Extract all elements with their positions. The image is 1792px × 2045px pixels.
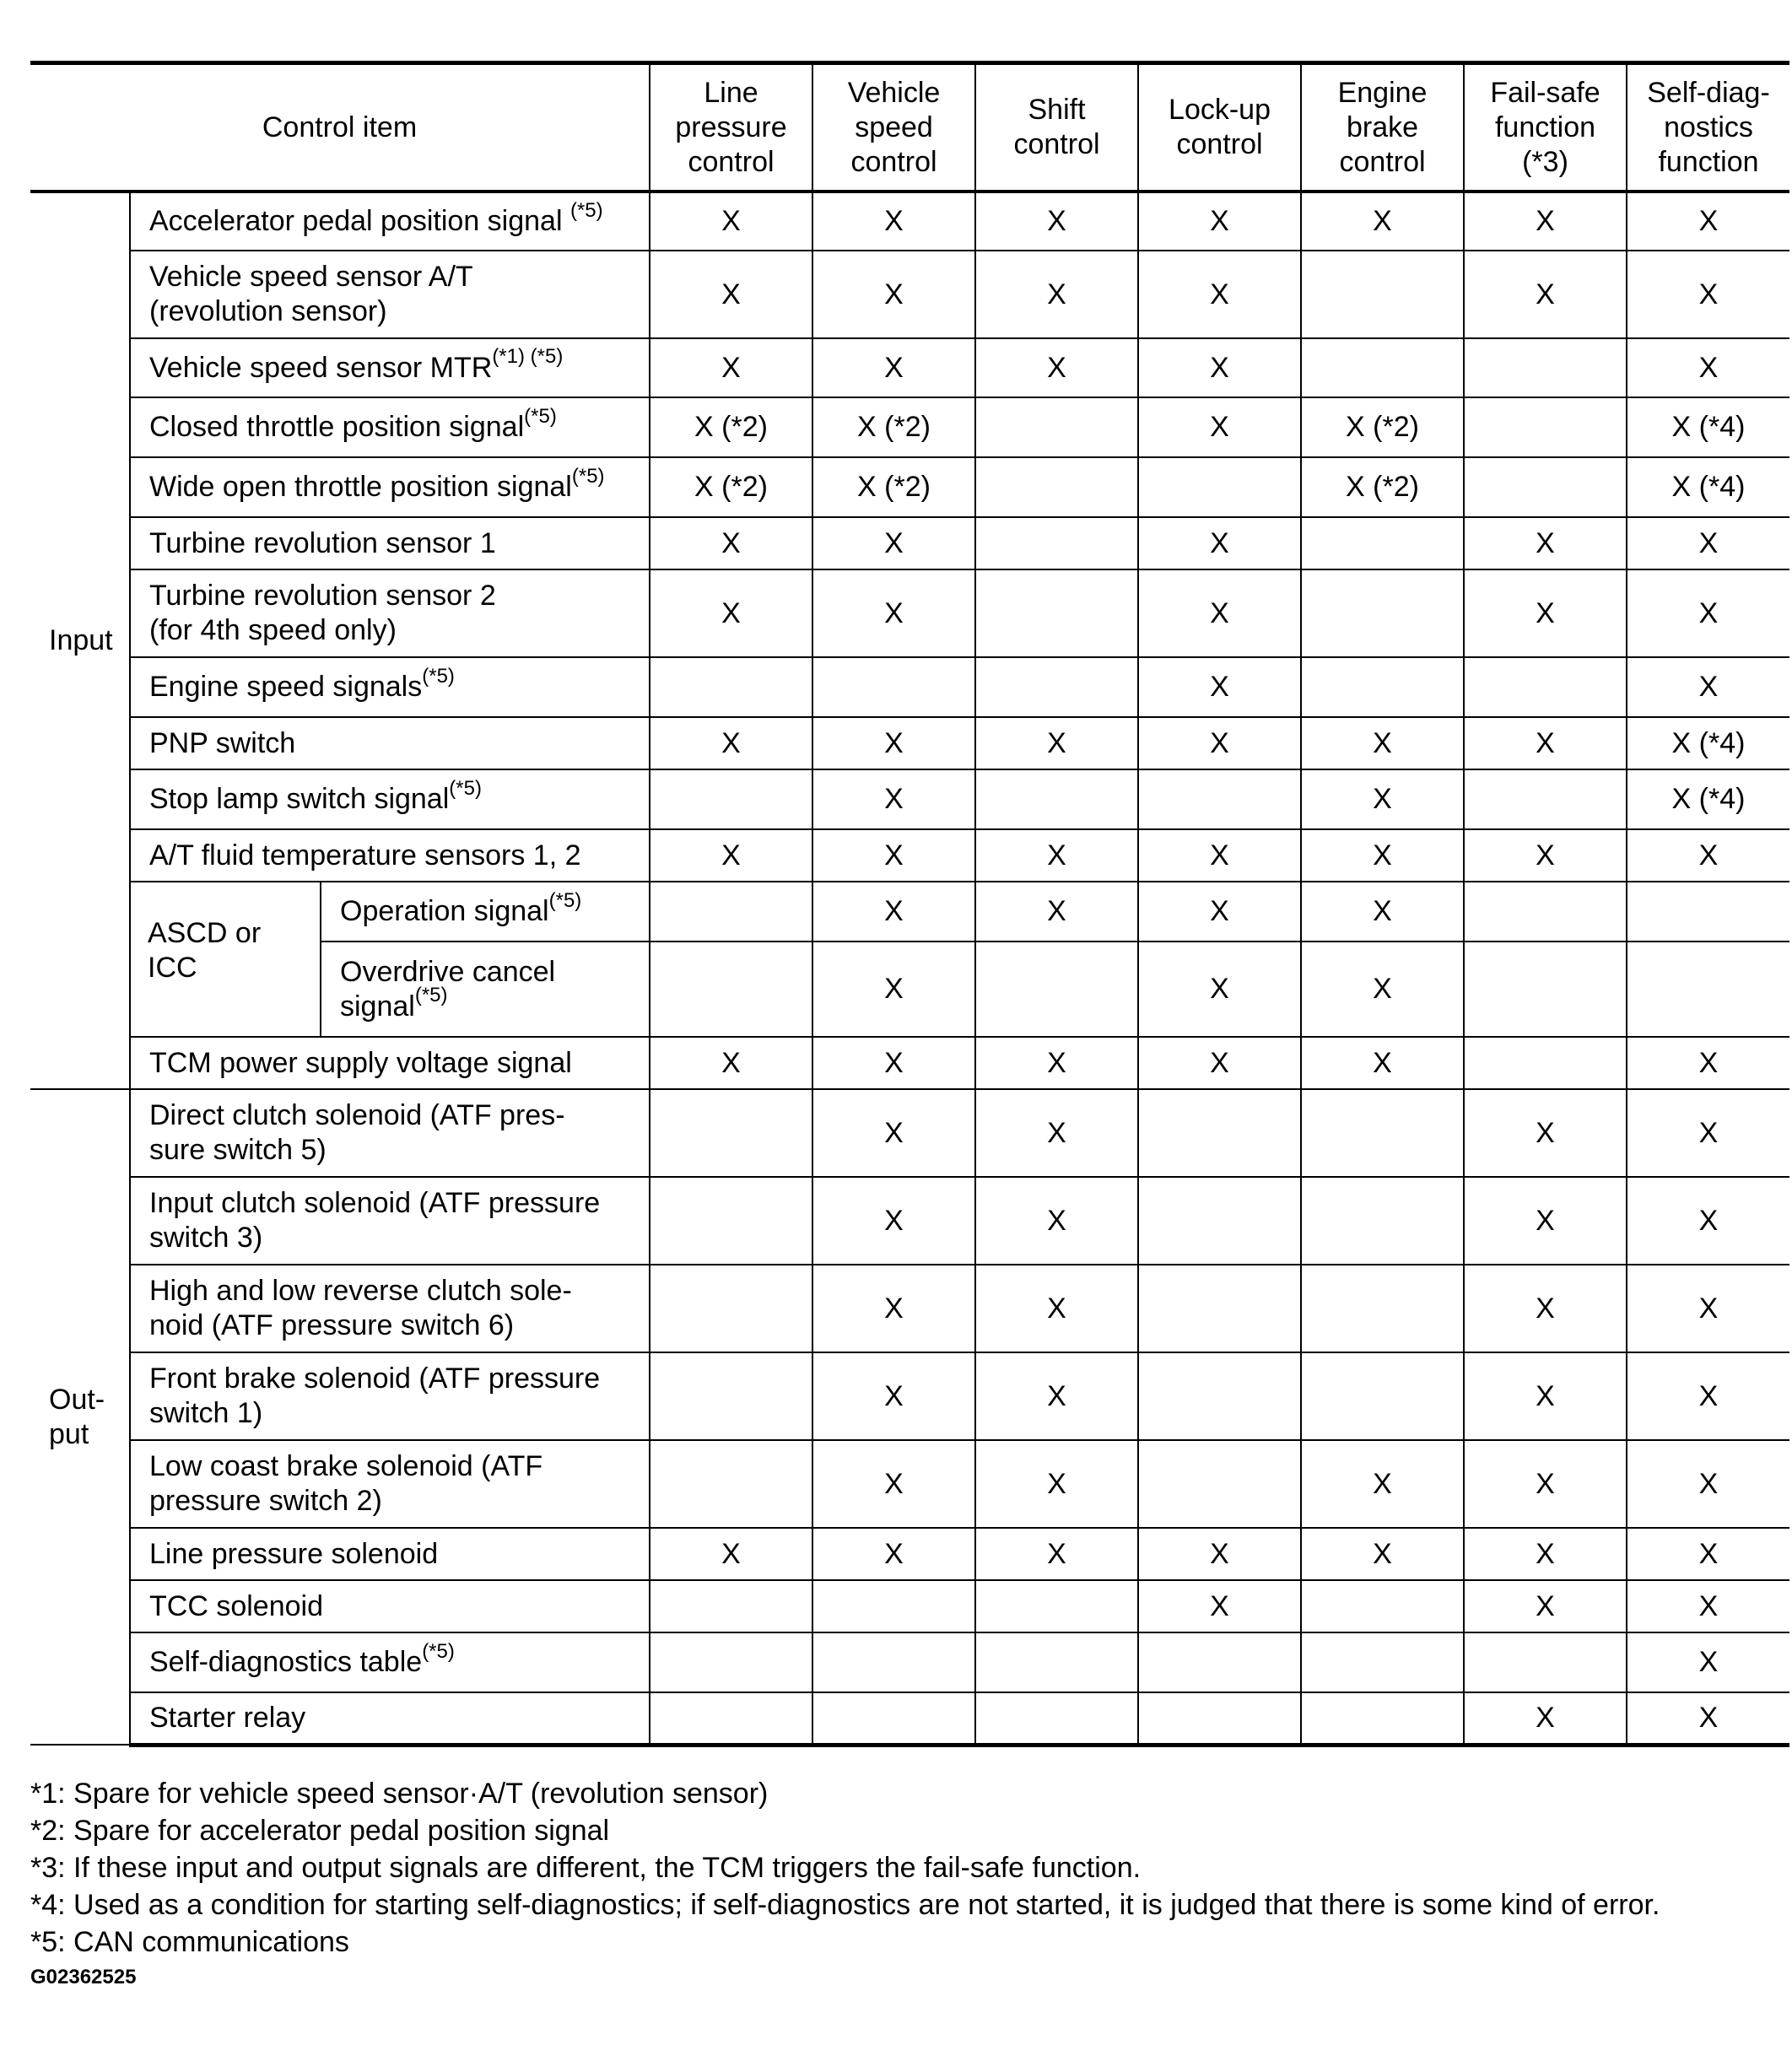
- mark-cell: X: [975, 192, 1138, 251]
- mark-cell: [975, 1632, 1138, 1692]
- label-line: Line pressure solenoid: [149, 1537, 439, 1570]
- mark-cell: [812, 1632, 975, 1692]
- mark-cell: X: [1138, 569, 1301, 657]
- table-row: [30, 1632, 1789, 1692]
- label-line: switch 1): [149, 1397, 263, 1429]
- mark-cell: X: [1138, 882, 1301, 942]
- table-row: [30, 1528, 1789, 1580]
- table-row: [30, 251, 1789, 338]
- mark-cell: X: [650, 192, 812, 251]
- section-label-input: [30, 192, 130, 1089]
- header-row: [30, 63, 1789, 192]
- mark-cell: X (*4): [1627, 457, 1789, 517]
- mark-cell: X: [812, 717, 975, 769]
- mark-cell: X: [1627, 1352, 1789, 1440]
- mark-cell: X: [975, 338, 1138, 397]
- control-item-label: [130, 457, 650, 517]
- mark-cell: X: [1138, 338, 1301, 397]
- mark-cell: X: [1138, 1528, 1301, 1580]
- table-row: [30, 769, 1789, 829]
- control-item-header: Control item: [30, 63, 650, 192]
- mark-cell: X: [1464, 569, 1627, 657]
- mark-cell: X: [1138, 1580, 1301, 1632]
- column-header-self-diagnostics: Self-diag- nostics function: [1627, 63, 1789, 192]
- mark-cell: X: [1301, 882, 1464, 942]
- mark-cell: X: [1138, 251, 1301, 338]
- mark-cell: X: [1464, 1177, 1627, 1265]
- table-row: [30, 1037, 1789, 1089]
- mark-cell: X: [812, 1352, 975, 1440]
- label-line: Direct clutch solenoid (ATF pres-: [149, 1099, 565, 1131]
- control-item-label: [130, 1177, 650, 1265]
- label-line: Vehicle speed sensor MTR: [149, 351, 493, 384]
- mark-cell: X: [1627, 1580, 1789, 1632]
- mark-cell: X: [1138, 657, 1301, 717]
- control-item-label: [130, 657, 650, 717]
- table-row: [30, 1089, 1789, 1177]
- mark-cell: [1301, 251, 1464, 338]
- mark-cell: X (*4): [1627, 769, 1789, 829]
- label-line: (revolution sensor): [149, 295, 387, 327]
- mark-cell: X: [975, 1265, 1138, 1352]
- label-line: Operation signal: [340, 895, 549, 927]
- mark-cell: X (*2): [650, 457, 812, 517]
- footnote: *2: Spare for accelerator pedal position signal: [30, 1815, 610, 1847]
- mark-cell: X: [1464, 1580, 1627, 1632]
- table-row: [30, 1580, 1789, 1632]
- mark-cell: X: [1138, 829, 1301, 882]
- footnote-ref: (*5): [414, 984, 448, 1007]
- section-label-output: [30, 1089, 130, 1745]
- mark-cell: [650, 1692, 812, 1745]
- mark-cell: X: [1301, 769, 1464, 829]
- mark-cell: X: [812, 942, 975, 1037]
- mark-cell: X: [975, 1177, 1138, 1265]
- mark-cell: X: [1301, 1528, 1464, 1580]
- table-row: [30, 717, 1789, 769]
- label-line: switch 3): [149, 1222, 263, 1254]
- mark-cell: X: [1138, 517, 1301, 569]
- table-row: [30, 829, 1789, 882]
- mark-cell: [1138, 1352, 1301, 1440]
- footnote-ref: (*5): [548, 888, 582, 912]
- mark-cell: [1138, 1692, 1301, 1745]
- mark-cell: [1464, 338, 1627, 397]
- footnote-ref: (*5): [449, 776, 482, 800]
- mark-cell: X: [1464, 1089, 1627, 1177]
- mark-cell: [650, 882, 812, 942]
- control-item-label: [130, 1692, 650, 1745]
- label-line: Front brake solenoid (ATF pressure: [149, 1362, 601, 1395]
- footnote: *3: If these input and output signals are different, the TCM triggers the fail-safe function.: [30, 1852, 1142, 1884]
- footnote-ref: (*5): [422, 1639, 455, 1663]
- mark-cell: [812, 1580, 975, 1632]
- mark-cell: X: [1627, 517, 1789, 569]
- group-label-ascd-icc: [130, 882, 321, 1037]
- mark-cell: X: [1627, 657, 1789, 717]
- mark-cell: [975, 942, 1138, 1037]
- mark-cell: X: [650, 338, 812, 397]
- footnote: *5: CAN communications: [30, 1926, 349, 1958]
- control-item-label: [130, 829, 650, 882]
- mark-cell: [975, 397, 1138, 457]
- table-row: [30, 1177, 1789, 1265]
- mark-cell: [1464, 942, 1627, 1037]
- mark-cell: X: [1627, 1440, 1789, 1528]
- mark-cell: [975, 569, 1138, 657]
- footnote-ref: (*5): [571, 464, 605, 488]
- label-line: Stop lamp switch signal: [149, 783, 450, 815]
- mark-cell: [1464, 1037, 1627, 1089]
- mark-cell: [975, 457, 1138, 517]
- mark-cell: X: [1301, 717, 1464, 769]
- mark-cell: X: [1464, 251, 1627, 338]
- mark-cell: [1464, 882, 1627, 942]
- footnote-ref: (*1) (*5): [492, 345, 564, 369]
- table-row: [30, 657, 1789, 717]
- table-row: [30, 1440, 1789, 1528]
- mark-cell: X: [1627, 192, 1789, 251]
- mark-cell: X: [1627, 1692, 1789, 1745]
- mark-cell: X (*2): [1301, 397, 1464, 457]
- mark-cell: [1301, 1352, 1464, 1440]
- group-label-text: ASCD or: [148, 917, 262, 949]
- control-item-label: [130, 1265, 650, 1352]
- mark-cell: X: [975, 1440, 1138, 1528]
- mark-cell: [1301, 517, 1464, 569]
- footnote-ref: (*5): [422, 664, 455, 688]
- label-line: Starter relay: [149, 1701, 306, 1734]
- mark-cell: X: [1464, 1440, 1627, 1528]
- mark-cell: X: [1138, 942, 1301, 1037]
- mark-cell: X: [812, 1037, 975, 1089]
- column-header-shift: Shift control: [975, 63, 1138, 192]
- mark-cell: X: [650, 569, 812, 657]
- mark-cell: X: [1301, 1440, 1464, 1528]
- footnote: *1: Spare for vehicle speed sensor·A/T (revolution sensor): [30, 1778, 769, 1810]
- mark-cell: [975, 1692, 1138, 1745]
- mark-cell: X: [650, 1528, 812, 1580]
- mark-cell: X: [1464, 1692, 1627, 1745]
- mark-cell: X: [975, 1089, 1138, 1177]
- table-row: [30, 517, 1789, 569]
- label-line: TCC solenoid: [149, 1589, 323, 1622]
- mark-cell: X: [812, 1089, 975, 1177]
- column-header-lock-up: Lock-up control: [1138, 63, 1301, 192]
- mark-cell: X (*2): [1301, 457, 1464, 517]
- mark-cell: X: [1627, 1528, 1789, 1580]
- mark-cell: [812, 657, 975, 717]
- mark-cell: X: [975, 829, 1138, 882]
- mark-cell: X: [975, 882, 1138, 942]
- section-input-text: Input: [49, 624, 113, 656]
- mark-cell: X: [650, 717, 812, 769]
- footnote: *4: Used as a condition for starting self-diagnostics; if self-diagnostics are not started, it is judged that there is some kind of error.: [30, 1889, 1660, 1921]
- mark-cell: [1301, 1632, 1464, 1692]
- footnote-ref: (*5): [524, 404, 557, 428]
- table-row: [30, 397, 1789, 457]
- mark-cell: X (*2): [812, 457, 975, 517]
- control-item-label: [130, 251, 650, 338]
- mark-cell: [1464, 1632, 1627, 1692]
- mark-cell: [1138, 457, 1301, 517]
- mark-cell: X: [812, 338, 975, 397]
- mark-cell: X: [975, 1352, 1138, 1440]
- mark-cell: [1464, 457, 1627, 517]
- mark-cell: [1138, 1089, 1301, 1177]
- label-line: Turbine revolution sensor 2: [149, 580, 496, 612]
- mark-cell: X: [975, 1037, 1138, 1089]
- control-item-label: [130, 397, 650, 457]
- mark-cell: X: [1464, 1265, 1627, 1352]
- mark-cell: [650, 1580, 812, 1632]
- label-line: High and low reverse clutch sole-: [149, 1275, 572, 1307]
- label-line: noid (ATF pressure switch 6): [149, 1309, 515, 1341]
- label-line: PNP switch: [149, 726, 296, 759]
- mark-cell: X: [1627, 829, 1789, 882]
- mark-cell: [1301, 1089, 1464, 1177]
- control-item-label: [130, 1037, 650, 1089]
- mark-cell: X: [1627, 1177, 1789, 1265]
- mark-cell: X: [1464, 1352, 1627, 1440]
- label-line: Accelerator pedal position signal: [149, 205, 570, 237]
- mark-cell: X: [812, 829, 975, 882]
- section-output-text: Out-: [49, 1383, 105, 1416]
- control-item-label: [130, 338, 650, 397]
- mark-cell: X: [1627, 1089, 1789, 1177]
- label-line: signal: [340, 990, 415, 1022]
- control-item-label: [130, 1580, 650, 1632]
- mark-cell: [1464, 657, 1627, 717]
- mark-cell: [975, 517, 1138, 569]
- mark-cell: [1138, 769, 1301, 829]
- mark-cell: X: [812, 251, 975, 338]
- mark-cell: X: [1138, 1037, 1301, 1089]
- label-line: sure switch 5): [149, 1134, 327, 1166]
- mark-cell: [650, 1265, 812, 1352]
- table-row: [30, 1265, 1789, 1352]
- mark-cell: [1138, 1177, 1301, 1265]
- mark-cell: [1301, 1692, 1464, 1745]
- mark-cell: X: [812, 1528, 975, 1580]
- label-line: Low coast brake solenoid (ATF: [149, 1450, 543, 1482]
- label-line: A/T fluid temperature sensors 1, 2: [149, 839, 581, 871]
- mark-cell: X: [812, 517, 975, 569]
- mark-cell: X: [1301, 829, 1464, 882]
- control-item-label: [130, 569, 650, 657]
- mark-cell: X: [1301, 192, 1464, 251]
- mark-cell: X (*4): [1627, 397, 1789, 457]
- footnote-ref: (*5): [569, 198, 603, 222]
- mark-cell: X (*4): [1627, 717, 1789, 769]
- mark-cell: X: [1627, 1265, 1789, 1352]
- mark-cell: X: [812, 569, 975, 657]
- mark-cell: [650, 769, 812, 829]
- mark-cell: X: [975, 717, 1138, 769]
- control-item-label: [130, 769, 650, 829]
- mark-cell: X: [1464, 1528, 1627, 1580]
- mark-cell: [975, 657, 1138, 717]
- mark-cell: X: [812, 882, 975, 942]
- mark-cell: [1301, 1177, 1464, 1265]
- control-table: [30, 61, 1789, 1747]
- mark-cell: [1138, 1632, 1301, 1692]
- column-header-line-pressure: Line pressure control: [650, 63, 812, 192]
- mark-cell: X: [812, 1265, 975, 1352]
- mark-cell: X: [650, 829, 812, 882]
- mark-cell: X: [975, 1528, 1138, 1580]
- mark-cell: X: [1627, 569, 1789, 657]
- group-label-text: ICC: [148, 952, 197, 984]
- mark-cell: [1301, 338, 1464, 397]
- mark-cell: [975, 769, 1138, 829]
- mark-cell: X: [1138, 717, 1301, 769]
- mark-cell: [1138, 1265, 1301, 1352]
- table-row: [30, 1692, 1789, 1745]
- mark-cell: [1301, 1265, 1464, 1352]
- mark-cell: X: [1627, 1037, 1789, 1089]
- column-header-engine-brake: Engine brake control: [1301, 63, 1464, 192]
- label-line: Turbine revolution sensor 1: [149, 526, 496, 559]
- mark-cell: X (*2): [650, 397, 812, 457]
- mark-cell: [650, 1352, 812, 1440]
- label-line: Input clutch solenoid (ATF pressure: [149, 1187, 601, 1219]
- table-body: [30, 192, 1789, 1745]
- control-item-label: [130, 1352, 650, 1440]
- table-row: [30, 882, 1789, 942]
- mark-cell: X: [812, 1440, 975, 1528]
- mark-cell: [975, 1580, 1138, 1632]
- table-row: [30, 338, 1789, 397]
- label-line: Self-diagnostics table: [149, 1646, 423, 1678]
- mark-cell: X: [1627, 338, 1789, 397]
- mark-cell: [650, 1089, 812, 1177]
- label-line: Overdrive cancel: [340, 955, 556, 988]
- control-item-label: [130, 1528, 650, 1580]
- mark-cell: X: [1627, 251, 1789, 338]
- mark-cell: [1464, 397, 1627, 457]
- mark-cell: X: [812, 769, 975, 829]
- mark-cell: [650, 1177, 812, 1265]
- column-header-vehicle-speed: Vehicle speed control: [812, 63, 975, 192]
- mark-cell: X: [1301, 1037, 1464, 1089]
- mark-cell: [650, 1632, 812, 1692]
- table-row: [30, 192, 1789, 251]
- label-line: Wide open throttle position signal: [149, 471, 572, 503]
- mark-cell: [1138, 1440, 1301, 1528]
- label-line: Closed throttle position signal: [149, 411, 525, 443]
- control-item-label: [130, 192, 650, 251]
- mark-cell: [650, 657, 812, 717]
- mark-cell: [1301, 657, 1464, 717]
- figure-code: G02362525: [30, 1966, 137, 1988]
- control-item-label: [130, 717, 650, 769]
- control-item-label: [130, 517, 650, 569]
- mark-cell: X: [1627, 1632, 1789, 1692]
- mark-cell: X: [650, 517, 812, 569]
- mark-cell: X: [650, 1037, 812, 1089]
- mark-cell: X (*2): [812, 397, 975, 457]
- mark-cell: X: [1464, 192, 1627, 251]
- mark-cell: X: [1464, 517, 1627, 569]
- mark-cell: [1464, 769, 1627, 829]
- control-item-label: [130, 1440, 650, 1528]
- mark-cell: [650, 942, 812, 1037]
- control-item-label: [321, 882, 650, 942]
- table-row: [30, 569, 1789, 657]
- mark-cell: X: [1301, 942, 1464, 1037]
- mark-cell: X: [1138, 397, 1301, 457]
- mark-cell: X: [812, 1177, 975, 1265]
- mark-cell: [1627, 942, 1789, 1037]
- label-line: Engine speed signals: [149, 671, 423, 703]
- mark-cell: [650, 1440, 812, 1528]
- mark-cell: X: [812, 192, 975, 251]
- table-row: [30, 457, 1789, 517]
- column-header-fail-safe: Fail-safe function (*3): [1464, 63, 1627, 192]
- mark-cell: X: [1464, 717, 1627, 769]
- label-line: pressure switch 2): [149, 1485, 382, 1517]
- control-item-label: [321, 942, 650, 1037]
- mark-cell: [1301, 569, 1464, 657]
- label-line: TCM power supply voltage signal: [149, 1046, 572, 1079]
- control-item-label: [130, 1089, 650, 1177]
- table-row: [30, 1352, 1789, 1440]
- mark-cell: X: [1464, 829, 1627, 882]
- footnotes: [30, 1775, 1762, 1961]
- mark-cell: [1627, 882, 1789, 942]
- control-item-label: [130, 1632, 650, 1692]
- label-line: (for 4th speed only): [149, 614, 397, 646]
- mark-cell: [1301, 1580, 1464, 1632]
- section-output-text: put: [49, 1417, 89, 1450]
- mark-cell: [812, 1692, 975, 1745]
- mark-cell: X: [1138, 192, 1301, 251]
- mark-cell: X: [650, 251, 812, 338]
- label-line: Vehicle speed sensor A/T: [149, 261, 473, 293]
- mark-cell: X: [975, 251, 1138, 338]
